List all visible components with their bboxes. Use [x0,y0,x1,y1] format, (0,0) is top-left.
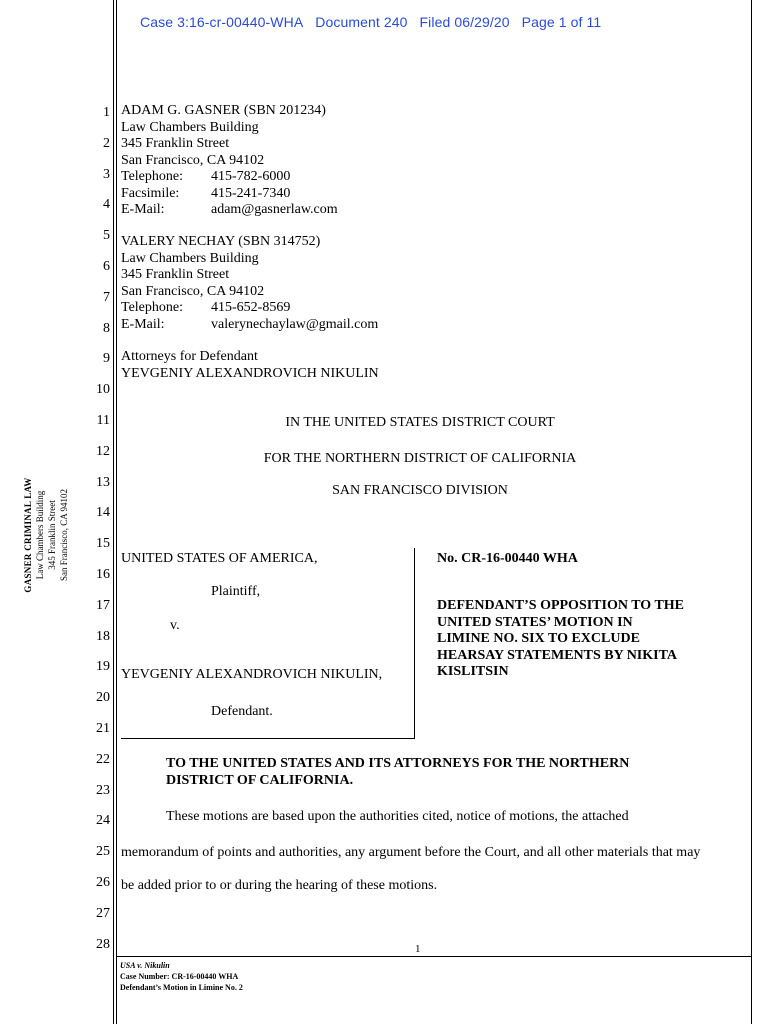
footer-case-name: USA v. Nikulin [120,961,170,970]
attorney-facsimile: Facsimile: 415-241-7340 [121,185,291,201]
line-number: 15 [96,536,110,552]
attorney-email: E-Mail: valerynechaylaw@gmail.com [121,316,379,332]
attorney-block-2 [121,234,378,333]
document-title [437,598,684,681]
footer-case-number: Case Number: CR-16-00440 WHA [120,972,239,981]
filing-header [140,14,609,30]
attorney-email: E-Mail: adam@gasnerlaw.com [121,202,338,217]
addressee [166,756,629,789]
line-number: 16 [96,567,110,582]
left-margin-rule-inner [116,0,117,1024]
plaintiff-name: UNITED STATES OF AMERICA, [121,551,318,566]
case-id: Case 3:16-cr-00440-WHA [140,14,304,30]
line-number: 20 [96,690,110,706]
attorney-building: Law Chambers Building [121,119,259,135]
firm-street: 345 Franklin Street [47,500,57,570]
caption-bottom-rule [121,738,415,739]
attorney-name: VALERY NECHAY (SBN 314752) [121,234,321,249]
court-line-1: IN THE UNITED STATES DISTRICT COURT [285,415,555,430]
caption-divider [414,548,415,738]
line-number: 26 [96,875,110,890]
line-number: 7 [103,289,110,305]
attorney-telephone: Telephone: 415-652-8569 [121,300,291,315]
line-number: 27 [96,905,110,921]
defendant-name-header: YEVGENIY ALEXANDROVICH NIKULIN [121,365,379,381]
plaintiff-label: Plaintiff, [211,584,261,599]
attorney-street: 345 Franklin Street [121,136,230,151]
line-number: 9 [103,351,110,367]
line-number: 21 [96,721,110,736]
attorney-city: San Francisco, CA 94102 [121,283,265,299]
line-number: 13 [96,474,110,490]
court-line-3: SAN FRANCISCO DIVISION [332,483,508,498]
attorney-block-1 [121,103,338,219]
body-line-2: memorandum of points and authorities, any argument before the Court, and all other materials that may [121,845,701,860]
document-title-line: KISLITSIN [437,664,509,679]
addressee-line-2: DISTRICT OF CALIFORNIA. [166,772,354,788]
body-line-1: These motions are based upon the authorities cited, notice of motions, the attached [166,809,629,824]
firm-building: Law Chambers Building [35,490,45,580]
line-number: 22 [96,751,110,767]
page-number: 1 [415,943,421,955]
document-title-line: DEFENDANT’S OPPOSITION TO THE [437,598,685,613]
versus-label: v. [170,618,180,633]
court-line-2: FOR THE NORTHERN DISTRICT OF CALIFORNIA [263,451,577,466]
footer-doc-title: Defendant’s Motion in Limine No. 2 [120,983,243,992]
line-number: 8 [103,320,110,336]
line-number: 6 [103,259,110,274]
attorney-name: ADAM G. GASNER (SBN 201234) [121,103,326,118]
line-number: 2 [103,135,110,151]
line-number: 25 [96,844,110,860]
line-number: 23 [96,782,110,798]
line-number: 1 [103,105,110,120]
attorney-telephone: Telephone: 415-782-6000 [121,169,291,184]
body-line-3: be added prior to or during the hearing of these motions. [121,878,438,893]
line-number: 11 [96,413,110,428]
line-number: 4 [103,197,110,213]
attorney-street: 345 Franklin Street [121,267,230,282]
left-margin-rule [113,0,114,1024]
footer-rule [117,956,751,957]
defendant-label: Defendant. [211,704,273,719]
line-number: 24 [96,813,110,829]
right-margin-rule [751,0,752,1024]
firm-name: GASNER CRIMINAL LAW [23,477,33,593]
line-number: 18 [96,628,110,644]
attorneys-for-label: Attorneys for Defendant [121,349,258,364]
document-title-line: UNITED STATES’ MOTION IN [437,614,633,630]
firm-city: San Francisco, CA 94102 [59,489,69,581]
filed-date: Filed 06/29/20 [419,14,510,30]
document-id: Document 240 [315,14,408,30]
document-title-line: LIMINE NO. SIX TO EXCLUDE [437,631,640,646]
attorneys-for-block [121,349,379,382]
line-number: 14 [96,505,110,521]
line-number: 19 [96,659,110,675]
document-title-line: HEARSAY STATEMENTS BY NIKITA [437,647,678,663]
addressee-line-1: TO THE UNITED STATES AND ITS ATTORNEYS FOR THE NORTHERN [166,756,630,771]
line-number: 10 [96,382,110,398]
line-number: 28 [96,936,110,952]
defendant-name: YEVGENIY ALEXANDROVICH NIKULIN, [121,667,383,682]
line-number: 3 [103,166,110,182]
line-number: 17 [96,597,110,613]
line-number: 5 [103,228,110,244]
page-indicator: Page 1 of 11 [521,14,602,30]
line-numbers [88,0,110,1024]
firm-side-branding [22,470,82,600]
line-number: 12 [96,443,110,459]
footer [120,960,243,993]
attorney-city: San Francisco, CA 94102 [121,152,265,168]
case-number: No. CR-16-00440 WHA [437,551,578,566]
attorney-building: Law Chambers Building [121,250,259,266]
